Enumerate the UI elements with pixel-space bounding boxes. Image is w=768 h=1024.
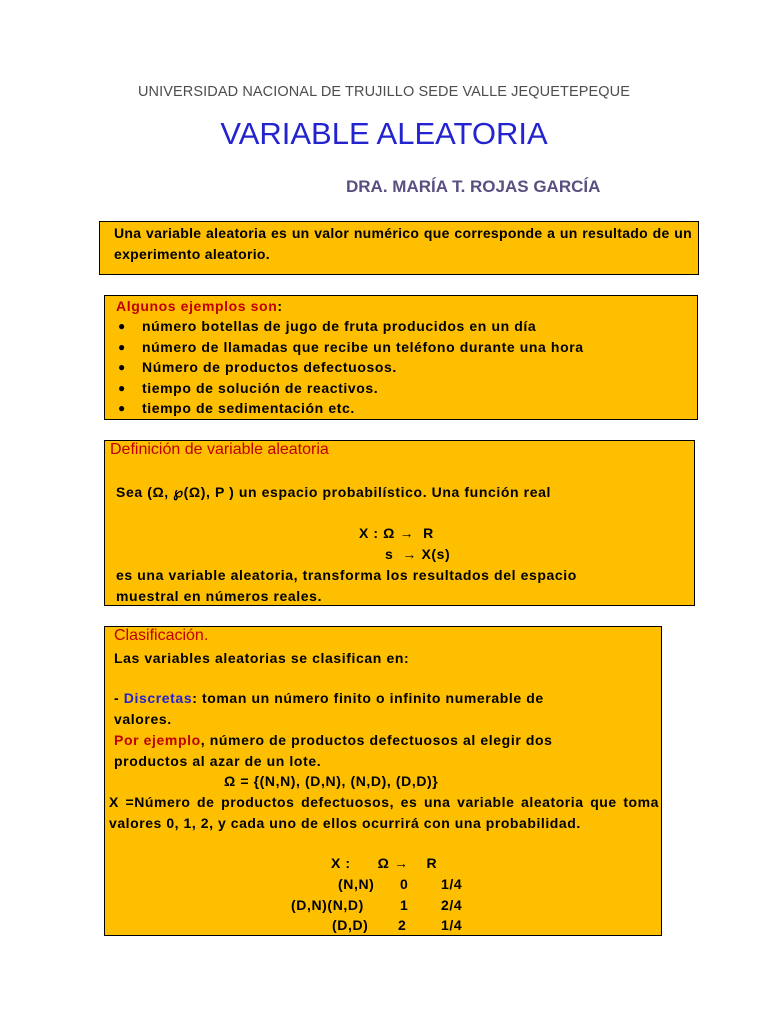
example-text: número botellas de jugo de fruta producidos en un día: [142, 318, 537, 334]
examples-list: [116, 316, 584, 419]
mapping-table-header: X : Ω → R: [331, 855, 438, 871]
classification-explanation: X =Número de productos defectuosos, es una variable aleatoria que toma valores 0, 1, 2, y cada uno de ellos ocurrirá con una probabilidad.: [109, 794, 659, 831]
definition-heading: Definición de variable aleatoria: [110, 441, 329, 458]
discrete-line2: valores.: [114, 711, 172, 727]
definition-line2: es una variable aleatoria, transforma los resultados del espacio: [116, 567, 577, 583]
outcome-cell: (N,N): [338, 876, 375, 892]
table-row: [0, 895, 768, 915]
probability-cell: 1/4: [441, 876, 463, 892]
probability-cell: 1/4: [441, 917, 463, 933]
example-text: tiempo de solución de reactivos.: [142, 379, 379, 396]
outcome-cell: (D,D): [332, 917, 369, 933]
value-cell: 0: [400, 876, 409, 892]
bullet-icon: ●: [118, 339, 126, 354]
discrete-text: : toman un número finito o infinito numerable de: [192, 690, 544, 706]
definition-map1: X : Ω → R: [359, 525, 434, 541]
table-row: [0, 915, 768, 935]
list-item: [116, 357, 584, 378]
example-text: tiempo de sedimentación etc.: [142, 400, 355, 417]
sample-space: Ω = {(N,N), (D,N), (N,D), (D,D)}: [224, 773, 439, 789]
definition-line3: muestral en números reales.: [116, 588, 323, 604]
discrete-dash: -: [114, 690, 124, 706]
discrete-line: [114, 688, 544, 708]
table-row: [0, 874, 768, 894]
bullet-icon: ●: [118, 380, 126, 395]
definition-map2: s → X(s): [385, 546, 451, 562]
discrete-label: Discretas: [123, 690, 193, 706]
list-item: [116, 378, 584, 399]
bullet-icon: ●: [118, 401, 126, 416]
examples-heading: [116, 296, 283, 316]
examples-heading-label: Algunos ejemplos son: [116, 298, 278, 314]
example-text: Número de productos defectuosos.: [142, 359, 397, 376]
outcome-cell: (D,N)(N,D): [291, 897, 364, 913]
definition-line1: Sea (Ω, ℘(Ω), P ) un espacio probabilístico. Una función real: [116, 484, 551, 500]
intro-definition-text: Una variable aleatoria es un valor numérico que corresponde a un resultado de un experimento aleatorio.: [114, 225, 692, 262]
page-title: VARIABLE ALEATORIA: [220, 116, 548, 151]
example-text: número de llamadas que recibe un teléfono durante una hora: [142, 338, 584, 355]
list-item: [116, 398, 584, 419]
example-line2: productos al azar de un lote.: [114, 753, 322, 769]
classification-intro: Las variables aleatorias se clasifican en:: [114, 650, 410, 666]
example-text: , número de productos defectuosos al elegir dos: [200, 732, 553, 748]
example-line: [114, 730, 553, 750]
bullet-icon: ●: [118, 319, 126, 333]
bullet-icon: ●: [118, 360, 126, 375]
classification-heading: Clasificación.: [114, 627, 209, 644]
probability-cell: 2/4: [441, 897, 463, 913]
value-cell: 2: [398, 917, 407, 933]
examples-heading-colon: :: [277, 298, 283, 314]
author-name: DRA. MARÍA T. ROJAS GARCÍA: [346, 177, 601, 196]
list-item: [116, 337, 584, 358]
university-header: UNIVERSIDAD NACIONAL DE TRUJILLO SEDE VALLE JEQUETEPEQUE: [137, 84, 630, 100]
example-label: Por ejemplo: [114, 732, 201, 748]
value-cell: 1: [400, 897, 409, 913]
list-item: [116, 316, 584, 337]
